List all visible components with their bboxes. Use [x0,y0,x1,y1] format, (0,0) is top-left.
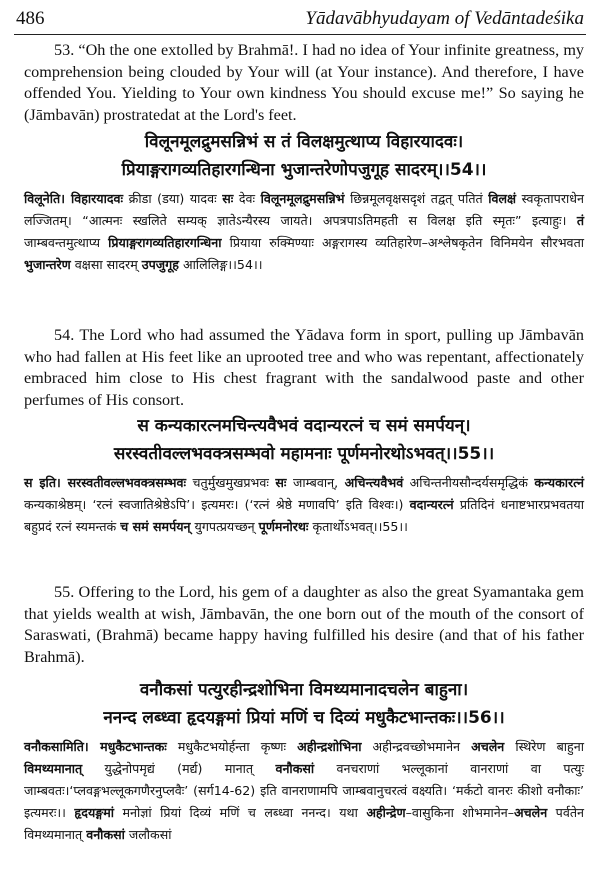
commentary-gloss: प्रियाया रुक्मिण्याः अङ्गरागस्य व्यतिहारेण–अश्लेषकृतेन विनिमयेन सौरभवता [221,235,585,250]
section-54 [24,325,584,411]
running-title: Yādavābhyudayam of Vedāntadeśika [305,8,584,29]
commentary-54 [24,188,584,276]
verse-line: स कन्यकारत्नमचिन्त्यवैभवं वदान्यरत्नं च समं समर्पयन्। [137,416,471,436]
commentary-55 [24,472,584,538]
section-53 [24,40,584,126]
commentary-gloss: युद्धेनोपमृद्यं (मर्द्य) मानात् [82,761,276,776]
commentary-gloss: पर्वतेन विमथ्यमानात् [24,805,584,842]
commentary-gloss: क्रीडा (डया) यादवः [123,191,223,206]
sanskrit-commentary [24,472,584,538]
english-translation: 55. Offering to the Lord, his gem of a daughter as also the great Syamantaka gem that yields wealth at wish, Jāmbavān, the one born out of the mouth of the consort of Saraswati, (Brahmā) became happy having fulfilled his desire (and that of his father Brahmā). [24,583,584,666]
verse-55 [24,412,584,468]
commentary-gloss: जलौकसां [124,827,172,842]
commentary-headword: विमथ्यमानात् [24,761,83,776]
commentary-gloss: मनोज्ञां प्रियां दिव्यं मणिं च लब्ध्वा ननन्द। यथा [114,805,367,820]
commentary-headword: सः [275,475,287,490]
commentary-56 [24,736,584,846]
commentary-gloss: आलिलिङ्ग।।54।। [178,257,263,272]
commentary-headword: वनौकसामिति। मधुकैटभान्तकः [24,739,167,754]
commentary-headword: विलूनमूलद्रुमसन्निभं [260,191,345,206]
verse-56 [24,676,584,732]
page-header [14,6,586,35]
commentary-gloss: अचिन्तनीयसौन्दर्यसमृद्धिकं [403,475,535,490]
verse-line: ननन्द लब्ध्वा हृदयङ्गमां प्रियां मणिं च दिव्यं मधुकैटभान्तकः।।56।। [103,708,505,728]
section-55 [24,582,584,668]
commentary-headword: वदान्यरत्नं [409,497,454,512]
commentary-gloss: मधुकैटभयोर्हन्ता कृष्णः [166,739,298,754]
commentary-headword: अहीन्द्रशोभिना [297,739,362,754]
commentary-headword: भुजान्तरेण [24,257,71,272]
commentary-gloss: अहीन्द्रवच्छोभमानेन [361,739,472,754]
commentary-headword: विलक्षं [488,191,517,206]
verse-line: सरस्वतीवल्लभवक्त्रसम्भवो महामनाः पूर्णमनोरथोऽभवत्।।55।। [113,444,495,464]
sanskrit-commentary [24,188,584,276]
commentary-gloss: चतुर्मुखमुखप्रभवः [186,475,276,490]
commentary-gloss: –वासुकिना शोभमानेन– [405,805,515,820]
english-translation: 53. “Oh the one extolled by Brahmā!. I had no idea of Your infinite greatness, my comprehension being clouded by Your will (at Your instance). And therefore, I have offended You. Yielding to Your own kindness You should excuse me!” So saying he (Jāmbavān) prostratedat at the Lord's feet. [24,41,584,124]
commentary-headword: विलूनेति। विहारयादवः [24,191,124,206]
commentary-gloss: जाम्बवन्तमुत्थाप्य [24,235,109,250]
commentary-gloss: स्वकृतापराधेन लज्जितम्। “आत्मनः स्खलिते सम्यक् ज्ञातेऽन्यैरस्य जायते। अपत्रपाऽतिमहती स विलक्ष इति स्मृतः” इत्याहुः। [24,191,584,228]
commentary-headword: तं [576,213,584,228]
verse-line: प्रियाङ्गरागव्यतिहारगन्धिना भुजान्तरेणोपजुगूह सादरम्।।54।। [121,160,487,180]
sanskrit-commentary [24,736,584,846]
page-number: 486 [16,8,45,29]
commentary-headword: कन्यकारत्नं [534,475,585,490]
commentary-headword: उपजुगूह [141,257,179,272]
verse-54 [24,128,584,184]
commentary-gloss: युगपत्प्रयच्छन् [190,519,259,534]
commentary-headword: अचिन्त्यवैभवं [344,475,404,490]
commentary-gloss: कृतार्थोऽभवत्।।55।। [308,519,408,534]
commentary-headword: सः [222,191,234,206]
commentary-gloss: कन्यकाश्रेष्ठम्। ‘रत्नं स्वजातिश्रेष्ठेऽपि’। इत्यमरः। (‘रत्नं श्रेष्ठे मणावपि’ इति विश्वः।) [24,497,410,512]
commentary-headword: हृदयङ्गमां [74,805,115,820]
commentary-gloss: स्थिरेण बाहुना [504,739,584,754]
commentary-gloss: वक्षसा सादरम् [70,257,142,272]
commentary-headword: अहीन्द्रेण [366,805,406,820]
commentary-headword: च समं समर्पयन् [120,519,191,534]
commentary-headword: वनौकसां [86,827,125,842]
commentary-headword: स इति। सरस्वतीवल्लभवक्त्रसम्भवः [24,475,187,490]
commentary-gloss: छिन्नमूलवृक्षसदृशं तद्वत् पतितं [344,191,489,206]
commentary-gloss: प्रतिदिनं धनाष्टभारप्रभवतया बहुप्रदं रत्नं स्यमन्तकं [24,497,584,534]
commentary-headword: प्रियाङ्गरागव्यतिहारगन्धिना [108,235,222,250]
commentary-gloss: देवः [233,191,261,206]
commentary-gloss: जाम्बवान्, [286,475,345,490]
commentary-headword: पूर्णमनोरथः [258,519,309,534]
commentary-headword: वनौकसां [275,761,315,776]
commentary-headword: अचलेन [514,805,548,820]
verse-line: विलूनमूलद्रुमसन्निभं स तं विलक्षमुत्थाप्य विहारयादवः। [144,132,464,152]
commentary-gloss: वनचराणां भल्लूकानां वानराणां वा पत्युः जाम्बवतः।‘प्लवङ्गभल्लूकगणैरनुप्लवैः’ (सर्ग14-62) इति वानराणामपि जाम्बवानुचरत्वं वक्ष्यति। ‘मर्कटो वानरः कीशो वनौकाः’ इत्यमरः।। [24,761,584,820]
english-translation: 54. The Lord who had assumed the Yādava form in sport, pulling up Jāmbavān who had fallen at His feet like an uprooted tree and who was repentant, affectionately embraced him close to His chest fragrant with the sandalwood paste and other perfumes of His consort. [24,326,584,409]
commentary-headword: अचलेन [471,739,505,754]
verse-line: वनौकसां पत्युरहीन्द्रशोभिना विमथ्यमानादचलेन बाहुना। [139,680,469,700]
